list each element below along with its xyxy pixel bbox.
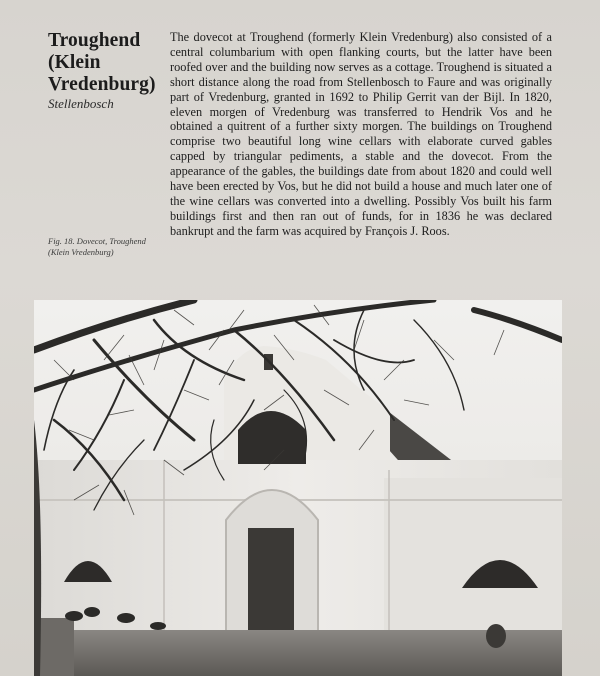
figure-caption	[48, 236, 166, 258]
article-title	[48, 30, 166, 96]
caption-line: Fig. 18. Dovecot, Troughend	[48, 236, 146, 246]
location-subtitle: Stellenbosch	[48, 96, 114, 111]
dovecot-photograph	[34, 300, 562, 676]
title-line: Vredenburg)	[48, 74, 156, 95]
article-body: The dovecot at Troughend (formerly Klein Vredenburg) also consisted of a central columbarium with open flanking courts, but the latter have been roofed over and the building now serves as a cottage. Troughend is situated a short distance along the road from Stellenbosch to Faure and was originally part of Vredenburg, granted in 1692 to Philip Gerrit van der Bijl. In 1820, eleven morgen of Vredenburg was transferred to Hendrik Vos and he obtained a quitrent of a further sixty morgen. The buildings on Troughend comprise two beautiful long wine cellars with elaborate curved gables capped by triangular pediments, a stable and the dovecot. From the appearance of the gables, the buildings date from about 1820 and could well have been erected by Vos, but he did not build a house and much later one of the wine cellars was converted into a dwelling. Possibly Vos built his farm buildings first and then ran out of funds, for in 1836 he was declared bankrupt and the farm was acquired by François J. Roos.	[170, 30, 552, 238]
photo-illustration	[34, 300, 562, 676]
title-line: (Klein	[48, 52, 101, 73]
title-line: Troughend	[48, 30, 141, 51]
caption-line: (Klein Vredenburg)	[48, 247, 114, 257]
